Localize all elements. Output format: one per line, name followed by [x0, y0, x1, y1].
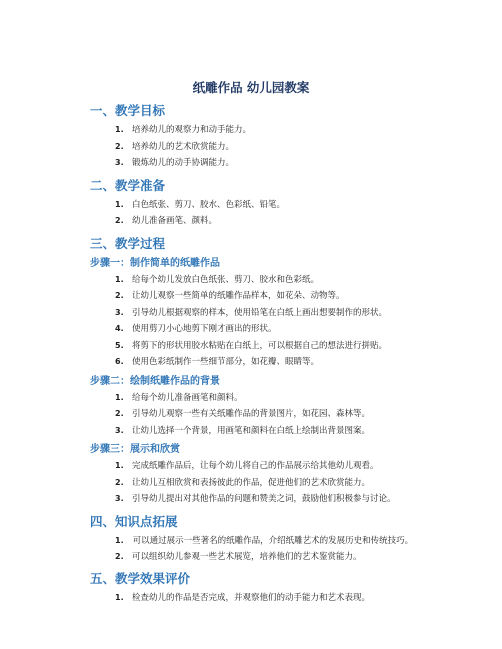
list-number: 2.	[115, 409, 124, 418]
list-text: 使用色彩纸制作一些细节部分，如花瓣、眼睛等。	[132, 357, 320, 367]
objectives-list	[90, 122, 435, 172]
list-number: 1.	[115, 392, 124, 402]
list-text: 引导幼儿根据观察的样本，使用铅笔在白纸上画出想要制作的形状。	[132, 307, 388, 318]
preparation-list	[90, 197, 435, 230]
list-text: 锻炼幼儿的动手协调能力。	[132, 158, 235, 168]
list-number: 1.	[115, 199, 124, 209]
list-item	[90, 288, 435, 305]
list-item	[90, 338, 435, 355]
list-text: 让幼儿互相欣赏和表扬彼此的作品，促进他们的艺术欣赏能力。	[132, 477, 371, 488]
list-item	[90, 197, 435, 214]
step-heading-3: 步骤三：展示和欣赏	[90, 444, 180, 455]
list-number: 5.	[115, 340, 124, 350]
list-item	[90, 406, 435, 423]
list-text: 将剪下的形状用胶水粘贴在白纸上，可以根据自己的想法进行拼贴。	[132, 340, 388, 351]
list-item	[90, 423, 435, 440]
list-number: 1.	[115, 125, 124, 134]
list-item	[90, 491, 435, 508]
step-heading-1: 步骤一：制作简单的纸雕作品	[90, 257, 220, 269]
list-item	[90, 122, 435, 139]
section-heading-objectives: 一、教学目标	[90, 103, 166, 118]
list-item	[90, 533, 435, 549]
list-text: 使用剪刀小心地剪下刚才画出的形状。	[132, 324, 277, 334]
extension-list	[90, 533, 435, 566]
list-text: 可以通过展示一些著名的纸雕作品，介绍纸雕艺术的发展历史和传统技巧。	[132, 535, 414, 546]
list-number: 2.	[115, 141, 124, 151]
list-item	[90, 155, 435, 172]
step-3-list	[90, 458, 435, 508]
list-number: 2.	[115, 216, 124, 225]
list-item	[90, 213, 435, 230]
list-text: 培养幼儿的观察力和动手能力。	[132, 125, 252, 135]
list-item	[90, 272, 435, 289]
list-text: 给每个幼儿发放白色纸张、剪刀、胶水和色彩纸。	[132, 274, 320, 285]
section-heading-evaluation: 五、教学效果评价	[90, 571, 191, 586]
section-heading-process: 三、教学过程	[90, 235, 166, 251]
list-number: 3.	[115, 158, 124, 167]
list-item	[90, 354, 435, 371]
document-body	[90, 102, 435, 607]
list-text: 让幼儿选择一个背景，用画笔和颜料在白纸上绘制出背景图案。	[132, 425, 371, 436]
list-text: 让幼儿观察一些简单的纸雕作品样本，如花朵、动物等。	[132, 291, 345, 301]
section-heading-extension: 四、知识点拓展	[90, 513, 178, 529]
list-number: 1.	[115, 593, 124, 602]
list-item	[90, 390, 435, 407]
list-item	[90, 549, 435, 566]
list-number: 1.	[115, 274, 124, 284]
list-item	[90, 321, 435, 338]
list-item	[90, 139, 435, 156]
list-number: 3.	[115, 307, 124, 317]
list-item	[90, 305, 435, 322]
list-number: 2.	[115, 551, 124, 561]
list-number: 4.	[115, 324, 124, 333]
list-item	[90, 458, 435, 475]
list-text: 培养幼儿的艺术欣赏能力。	[132, 141, 235, 152]
list-item	[90, 475, 435, 492]
list-number: 1.	[115, 461, 124, 470]
list-text: 引导幼儿提出对其他作品的问题和赞美之词，鼓励他们积极参与讨论。	[132, 494, 396, 504]
list-text: 完成纸雕作品后，让每个幼儿将自己的作品展示给其他幼儿观看。	[132, 461, 379, 471]
list-number: 6.	[115, 357, 124, 366]
step-1-list	[90, 272, 435, 371]
list-number: 3.	[115, 494, 124, 503]
list-text: 给每个幼儿准备画笔和颜料。	[132, 392, 243, 403]
list-number: 3.	[115, 425, 124, 435]
list-number: 1.	[115, 535, 124, 545]
step-2-list	[90, 390, 435, 440]
section-heading-preparation: 二、教学准备	[90, 177, 166, 193]
list-text: 白色纸张、剪刀、胶水、色彩纸、铅笔。	[132, 199, 286, 210]
document-title: 纸雕作品 幼儿园教案	[192, 80, 310, 95]
list-text: 引导幼儿观察一些有关纸雕作品的背景图片，如花园、森林等。	[132, 409, 371, 419]
list-number: 2.	[115, 477, 124, 487]
list-text: 可以组织幼儿参观一些艺术展览，培养他们的艺术鉴赏能力。	[132, 551, 362, 562]
list-text: 检查幼儿的作品是否完成，并观察他们的动手能力和艺术表现。	[132, 593, 371, 603]
step-heading-2: 步骤二：绘制纸雕作品的背景	[90, 375, 220, 387]
list-item	[90, 590, 435, 607]
evaluation-list	[90, 590, 435, 607]
list-text: 幼儿准备画笔、颜料。	[132, 216, 218, 226]
list-number: 2.	[115, 291, 124, 300]
